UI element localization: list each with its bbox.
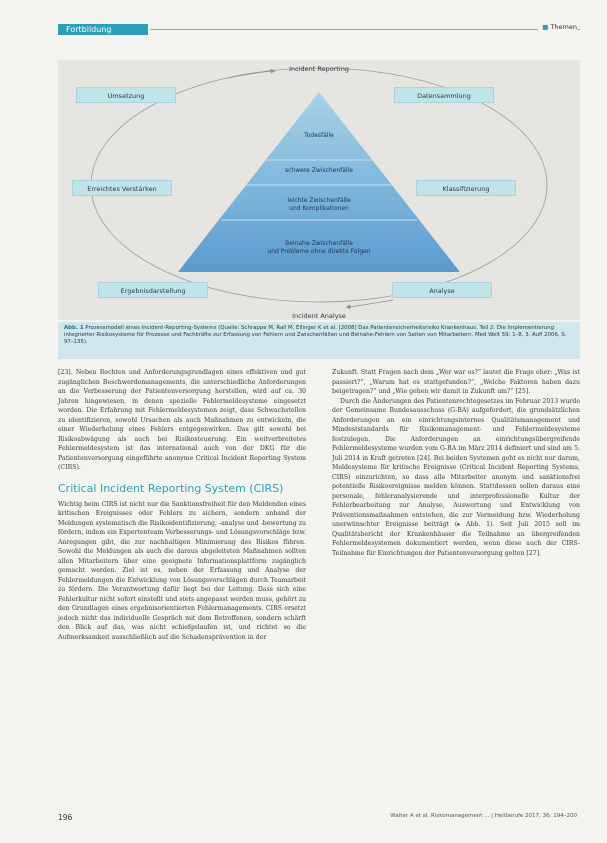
box-analyse: Analyse (392, 282, 492, 298)
pyramid-level-near-miss (234, 240, 404, 256)
cycle-arrow-bottom (348, 300, 393, 307)
pyramid-level-near-miss-line2: und Probleme ohne direkte Folgen (267, 248, 371, 255)
page-number: 196 (58, 813, 73, 822)
box-umsetzung: Umsetzung (76, 87, 176, 103)
figure-caption (58, 322, 580, 359)
pyramid-level-near-miss-line1: Beinahe-Zwischenfälle (285, 240, 353, 247)
pyramid-level-minor-line1: leichte Zwischenfälle (287, 197, 351, 204)
left-paragraph-1: [23]. Neben Rechten und Anforderungsgrundlagen eines effektiven und gut zugänglichen Beschwerdemanagements, die unterschiedliche Anforderungen an die Verbesserung der Patientenversorgung herstellen, wird auf ca. 30 Jahren hingewiesen, in denen spezielle Fehlermeldesysteme eingesetzt worden. Die Erfahrung mit Fehlermeldesystemen zeigt, dass Schwachstellen zu identifizieren, sowohl Ursachen als auch Maßnahmen zu entwickeln, die einer Wiederholung eines Fehlers entgegenwirken. Das gilt sowohl bei Risikoabwägung als auch bei Risikosteuerung. Ein weitverbreitetes Fehlermeldesystem ist das international auch von der DKG für die Patientenversorgung eingeführte anonyme Critical Incident Reporting System (CIRS). (58, 369, 306, 471)
cycle-label-top: Incident Reporting (289, 65, 349, 73)
header-topic (538, 23, 577, 31)
pyramid-level-minor (244, 197, 394, 213)
box-datensammlung: Datensammlung (394, 87, 494, 103)
box-klassifizierung: Klassifizierung (416, 180, 516, 196)
incident-reporting-figure (58, 60, 580, 320)
square-marker-icon: ■ (542, 23, 549, 31)
caption-label: Abb. 1 (64, 325, 84, 331)
right-paragraph-2: Durch die Änderungen des Patientenrechtegesetzes im Februar 2013 wurde der Gemeinsame Bundesausschuss (G-BA) aufgefordert, die grundsätzlichen Anforderungen an ein einrichtungsinternes Qualitätsmanagement und Mindeststandards für Risikomanagement- und Fehlermeldesysteme festzulegen. Die Anforderungen an einrichtungsübergreifende Fehlermeldesysteme wurden vom G-BA im März 2014 definiert und sind am 5. Juli 2014 in Kraft getreten [24]. Bei beiden Systemen geht es nicht nur darum, Meldesysteme für kritische Ereignisse (Critical Incident Reporting Systems, CIRS) einzurichten, so dass alle Mitarbeiter anonym und sanktionsfrei potentielle Risikoereignisse melden können. Stattdessen sollen daraus eine personale, fehleranalysierende und interprofessionelle Kultur der Fehlerbearbeitung zur Analyse, Auswertung und Entwicklung von Präventionsmaßnahmen entstehen, die zur Vermeidung bzw. Wiederholung unerwünschter Ereignisse beiträgt (▸ Abb. 1). Seit Juli 2015 soll im Qualitätsbericht der Krankenhäuser die Teilnahme an übergreifenden Fehlermeldesystemen dokumentiert werden, wenn diese auch der CIRS-Teilnahme für Einrichtungen der Patientenversorgung gelten [27]. (332, 397, 580, 557)
cycle-label-bottom: Incident Analyse (292, 312, 346, 320)
footer-reference: Walter A et al. Riskomanagement ... | Heilberufe 2017; 36: 194–200 (390, 813, 577, 819)
caption-text: Prozessmodell eines Incident-Reporting-Systems (Quelle: Schrappe M, Rall M, Ellinger K et al. [2008] Das Patientensicherheitsrisiko Krankenhaus. Teil 2: Die Implementierung integrierter Risikosysteme für Prozesse und Fachkräfte zur Erfassung von Fehlern und Zwischenfällen und Beinahe-Fehlern von Seiten von Mitarbeitern. Med Welt 59: 1–8, 3. Aufl 2006, S. 97–135). (64, 325, 567, 345)
box-erreichtes-verstaerken: Erreichtes Verstärken (72, 180, 172, 196)
pyramid-level-minor-line2: und Komplikationen (289, 205, 349, 212)
header-topic-label: Themen (550, 23, 577, 31)
section-heading-cirs: Critical Incident Reporting System (CIRS) (58, 481, 284, 495)
right-paragraph-1: Zukunft. Statt Fragen nach dem „Wer war es?“ lautet die Frage eher: „Was ist passiert?“, „Warum hat es stattgefunden?“, „Welche Faktoren haben dazu beigetragen?“ und „Wie gehen wir damit in Zukunft um?“ [25]. (332, 369, 580, 395)
header-rule (150, 29, 580, 30)
left-paragraph-2: Wichtig beim CIRS ist nicht nur die Sanktionsfreiheit für den Meldenden eines kritischen Ereignisses oder Fehlers zu sichern, sondern anhand der Meldungen systematisch die Risikoidentifizierung, -analyse und -bewertung zu fördern, indem ein Expertenteam Verbesserungs- und Lösungsvorschläge bzw. Anregungen gibt, die zur nachhaltigen Minimierung des Risikos führen. Sowohl die Meldungen als auch die daraus abgeleiteten Maßnahmen sollten allen Mitarbeitern über eine geeignete Informationsplattform zugänglich gemacht werden. Ziel ist es, neben der Erfassung und Analyse der Fehlermeldungen die Entwicklung von Lösungsvorschlägen durch Teamarbeit zu fördern. Die Verantwortung dafür liegt bei der Leitung. Dass sich eine Fehlerkultur nicht sofort einstellt und stets angepasst werden muss, gehört zu den Grundlagen eines ergebnisorientierten Fehlermanagements. CIRS ersetzt jedoch nicht das individuelle Gespräch mit dem Betroffenen, sondern schärft den Blick auf das, was nicht schiefgelaufen ist, und richtet so die Aufmerksamkeit ausschließlich auf die Schadensprävention in der (58, 500, 306, 641)
left-column (58, 368, 306, 642)
right-column (332, 368, 580, 558)
section-label: Fortbildung (58, 24, 148, 35)
pyramid-level-severe: schwere Zwischenfälle (285, 167, 353, 174)
pyramid-level-deaths: Todesfälle (304, 132, 334, 139)
box-ergebnisdarstellung: Ergebnisdarstellung (98, 282, 208, 298)
